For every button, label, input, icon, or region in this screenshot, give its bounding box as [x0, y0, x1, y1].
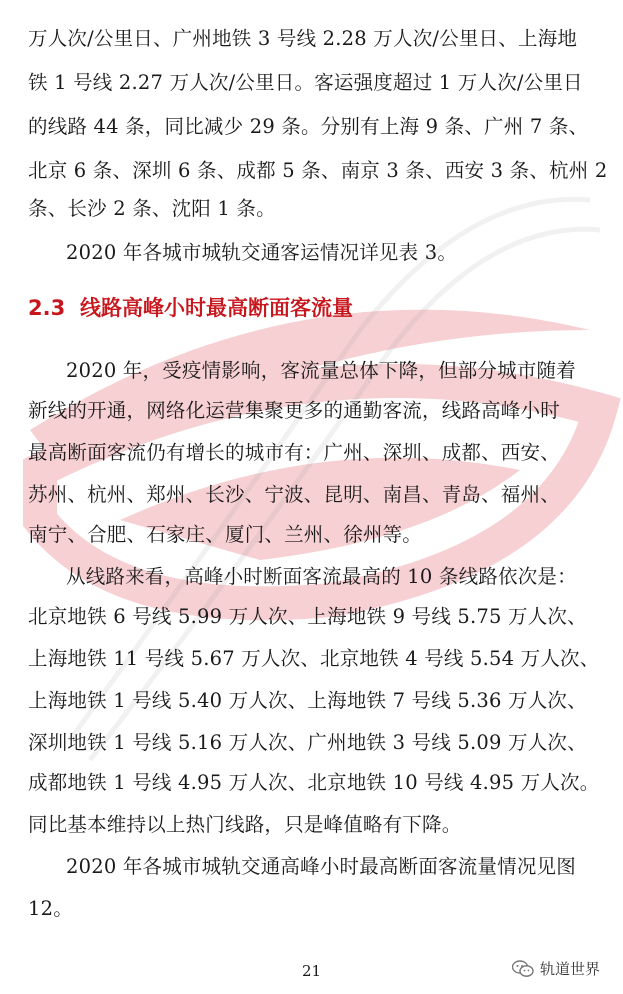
text-line: 的线路 44 条，同比减少 29 条。分别有上海 9 条、广州 7 条、	[28, 115, 589, 138]
section-number: 2.3	[28, 296, 66, 320]
text-line: 2020 年，受疫情影响，客流量总体下降，但部分城市随着	[66, 359, 576, 382]
text-line: 上海地铁 11 号线 5.67 万人次、北京地铁 4 号线 5.54 万人次、	[28, 647, 600, 670]
section-title: 线路高峰小时最高断面客流量	[80, 296, 353, 320]
section-heading	[28, 292, 353, 324]
text-line: 同比基本维持以上热门线路，只是峰值略有下降。	[28, 813, 462, 836]
text-line: 铁 1 号线 2.27 万人次/公里日。客运强度超过 1 万人次/公里日	[28, 71, 583, 94]
text-line: 北京地铁 6 号线 5.99 万人次、上海地铁 9 号线 5.75 万人次、	[28, 605, 587, 628]
text-line: 深圳地铁 1 号线 5.16 万人次、广州地铁 3 号线 5.09 万人次、	[28, 731, 587, 754]
text-line: 苏州、杭州、郑州、长沙、宁波、昆明、南昌、青岛、福州、	[28, 483, 560, 506]
text-line: 2020 年各城市城轨交通高峰小时最高断面客流量情况见图	[66, 855, 576, 878]
text-line: 成都地铁 1 号线 4.95 万人次、北京地铁 10 号线 4.95 万人次。	[28, 771, 600, 794]
text-line: 新线的开通，网络化运营集聚更多的通勤客流，线路高峰小时	[28, 399, 560, 422]
text-line: 上海地铁 1 号线 5.40 万人次、上海地铁 7 号线 5.36 万人次、	[28, 689, 587, 712]
text-line: 条、长沙 2 条、沈阳 1 条。	[28, 197, 276, 220]
text-line: 南宁、合肥、石家庄、厦门、兰州、徐州等。	[28, 523, 423, 546]
paragraph-2: 2020 年各城市城轨交通客运情况详见表 3。	[66, 241, 458, 264]
wechat-icon	[512, 960, 534, 978]
text-line: 最高断面客流仍有增长的城市有：广州、深圳、成都、西安、	[28, 441, 560, 464]
text-line: 北京 6 条、深圳 6 条、成都 5 条、南京 3 条、西安 3 条、杭州 2	[28, 159, 608, 182]
brand-name: 轨道世界	[540, 960, 601, 978]
text-line: 万人次/公里日、广州地铁 3 号线 2.28 万人次/公里日、上海地	[28, 27, 578, 50]
brand-badge	[512, 958, 600, 979]
text-line: 12。	[28, 897, 73, 920]
text-line: 从线路来看，高峰小时断面客流最高的 10 条线路依次是：	[66, 565, 577, 588]
page-number: 21	[301, 962, 322, 980]
